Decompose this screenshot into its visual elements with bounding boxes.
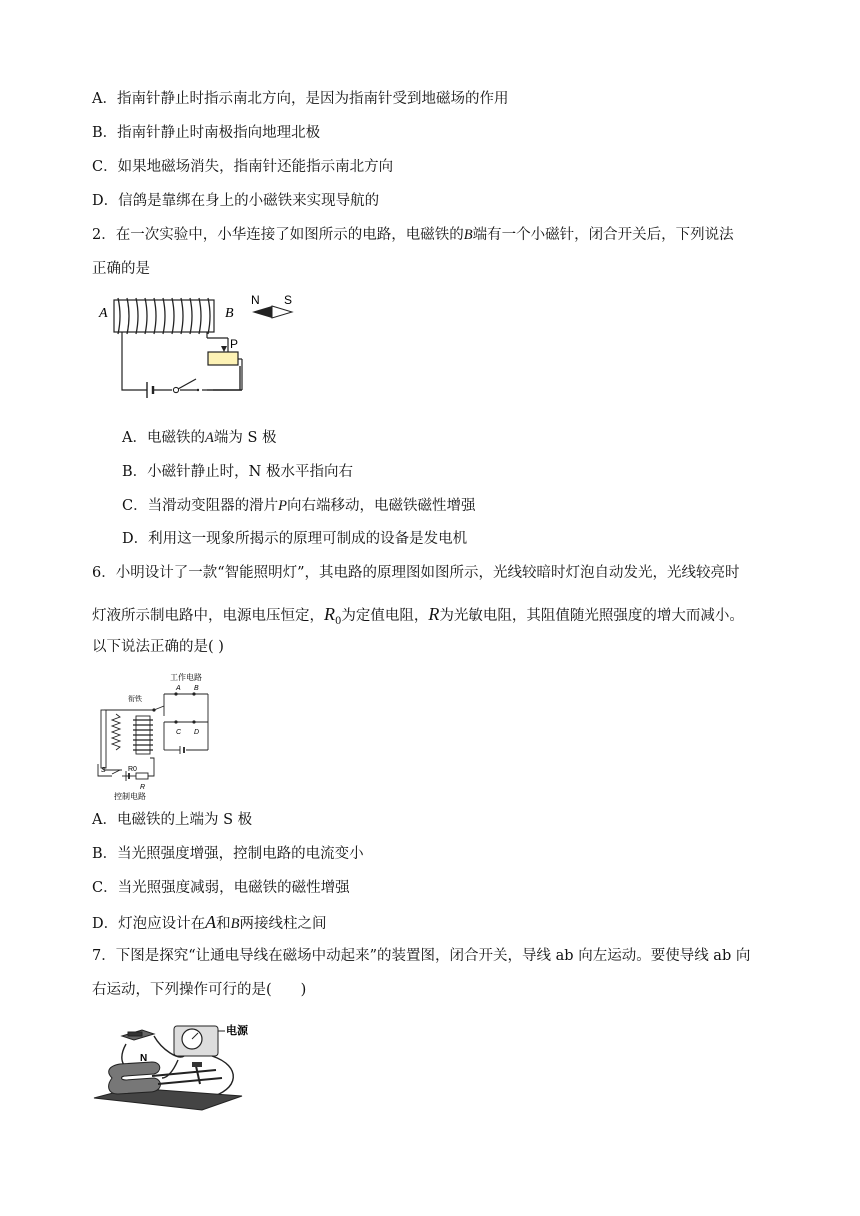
q6-label-a: A	[176, 685, 181, 692]
q2-option-b: B．小磁针静止时，N 极水平指向右	[122, 464, 353, 480]
q2-stem-line2: 正确的是	[92, 261, 150, 277]
q6-label-armature: 衔铁	[128, 696, 142, 703]
q1-option-c: C．如果地磁场消失，指南针还能指示南北方向	[92, 159, 394, 175]
q6-label-d: D	[194, 729, 200, 736]
q2-label-a: A	[99, 306, 108, 321]
q6-option-a: A．电磁铁的上端为 S 极	[92, 812, 253, 828]
q2-option-d: D．利用这一现象所揭示的原理可制成的设备是发电机	[122, 531, 468, 547]
q1-option-b: B．指南针静止时南极指向地理北极	[92, 125, 321, 141]
q6-option-b: B．当光照强度增强，控制电路的电流变小	[92, 846, 364, 862]
q6-label-work-circuit: 工作电路	[170, 673, 202, 682]
q2-needle-north-half	[252, 306, 272, 318]
q6-stem-line2: 灯液所示制电路中，电源电压恒定，$R_0$为定值电阻，R为光敏电阻，其阻值随光照强度的增大而减小。	[92, 604, 744, 627]
q6-option-d: D．灯泡应设计在A和B两接线柱之间	[92, 912, 327, 932]
q6-label-r0: R0	[128, 766, 137, 773]
q2-rheostat	[208, 352, 238, 365]
q2-needle-south-half	[272, 306, 292, 318]
q2-option-a: A．电磁铁的A端为 S 极	[122, 430, 277, 446]
q2-stem-line1: 2．在一次实验中，小华连接了如图所示的电路，电磁铁的B端有一个小磁针，闭合开关后，下列说法	[92, 227, 734, 243]
q6-label-s: S	[101, 767, 106, 774]
q6-stem-line3: 以下说法正确的是( )	[92, 639, 224, 655]
q6-option-c: C．当光照强度减弱，电磁铁的磁性增强	[92, 880, 350, 896]
q6-label-control-circuit: 控制电路	[114, 792, 146, 801]
q6-label-b: B	[194, 685, 199, 692]
q7-label-n: N	[140, 1053, 148, 1064]
q6-stem-line1: 6．小明设计了一款“智能照明灯”，其电路的原理图如图所示，光线较暗时灯泡自动发光，光线较亮时	[92, 565, 740, 581]
q2-label-p: P	[230, 337, 239, 351]
q6-label-c: C	[176, 729, 182, 736]
q6-circuit-figure	[92, 670, 222, 802]
q7-apparatus-figure	[92, 1014, 257, 1112]
q2-needle-n: N	[251, 293, 260, 307]
q1-option-a: A．指南针静止时指示南北方向，是因为指南针受到地磁场的作用	[92, 91, 509, 107]
q7-label-power: 电源	[226, 1025, 248, 1037]
q2-circuit-figure	[92, 290, 312, 410]
q2-needle-s: S	[284, 293, 293, 307]
q7-stem-line2: 右运动，下列操作可行的是( )	[92, 982, 307, 998]
q2-label-b: B	[225, 306, 234, 321]
q1-option-d: D．信鸽是靠绑在身上的小磁铁来实现导航的	[92, 193, 380, 209]
q2-option-c: C．当滑动变阻器的滑片P向右端移动，电磁铁磁性增强	[122, 498, 476, 514]
q6-label-r: R	[140, 784, 146, 791]
q7-stem-line1: 7．下图是探究“让通电导线在磁场中动起来”的装置图，闭合开关，导线 ab 向左运动。要使导线 ab 向	[92, 948, 751, 964]
